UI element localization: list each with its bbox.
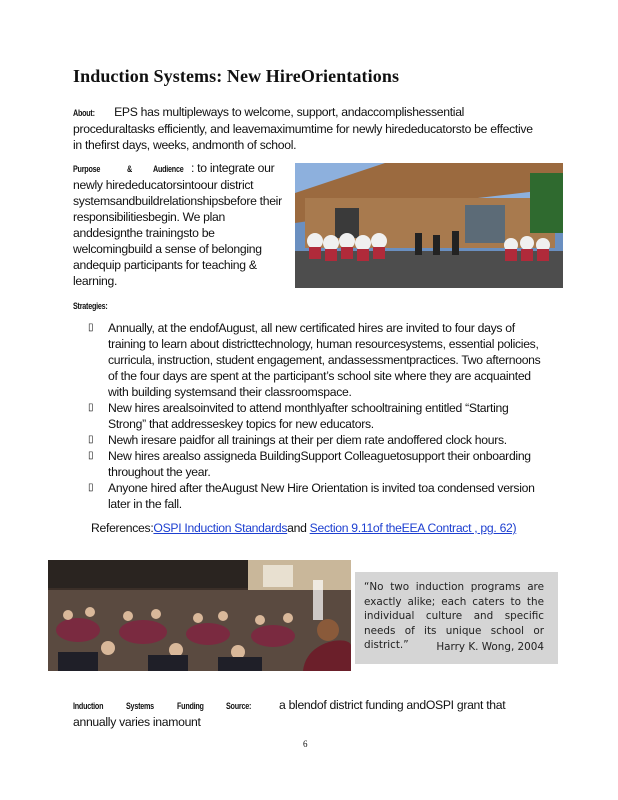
funding-label-word: Systems (126, 701, 155, 711)
purpose-label-amp: & (126, 164, 132, 174)
orientation-event-photo-graphic (48, 560, 351, 671)
purpose-text-rest: newly hirededucatorsintoour district systemsandbuildrelationshipsbefore their responsibilitiesbegin. We plan anddesignthe trainingsto be welcomingbuild a sense of belonging andequip participants for teaching & learning. (73, 178, 282, 288)
references-and: and (287, 521, 310, 535)
orientation-event-photo (48, 560, 351, 671)
cheerleaders-photo (295, 163, 563, 288)
bullet-icon: ▯ (88, 402, 94, 413)
purpose-label (73, 161, 191, 177)
list-item: ▯ Newh iresare paidfor all trainings at their per diem rate andoffered clock hours. (88, 433, 507, 447)
page-title: Induction Systems: New HireOrientations (73, 66, 400, 86)
about-text: EPS has multipleways to welcome, support, andaccomplishessential proceduraltasks efficiently, and leavemaximumtime for newly hirededucatorsto be effective in thefirst days, weeks, andmonth of school. (73, 105, 533, 152)
strategies-label: Strategies: (73, 301, 108, 311)
references-label: References: (91, 521, 154, 535)
list-item: ▯ Anyone hired after theAugust New Hire Orientation is invited toa condensed version later in the fall. (88, 481, 535, 511)
bullet-icon: ▯ (88, 322, 94, 333)
audience-label-word: Audience (152, 164, 184, 174)
funding-label-word: Source: (225, 701, 251, 711)
references-paragraph (91, 520, 541, 536)
bullet-icon: ▯ (88, 450, 94, 461)
quote-box (355, 572, 558, 664)
funding-text-first: a blendof district funding andOSPI grant that (279, 698, 506, 712)
eea-contract-link[interactable]: Section 9.11of theEEA Contract , pg. 62) (309, 521, 517, 535)
bullet-icon: ▯ (88, 434, 94, 445)
purpose-text-first: : to integrate our (191, 161, 275, 175)
funding-text-rest: annually varies inamount (73, 715, 201, 729)
page-number: 6 (303, 739, 308, 749)
about-paragraph (73, 104, 543, 153)
list-item: ▯ New hires arealsoinvited to attend monthlyafter schooltraining entitled “Starting Strong” that addresseskey topics for new educators. (88, 401, 509, 431)
strategies-label-wrap (73, 296, 116, 314)
funding-paragraph (73, 697, 543, 730)
funding-label-word: Funding (176, 701, 204, 711)
purpose-label-word: Purpose (73, 164, 101, 174)
purpose-paragraph (73, 160, 288, 289)
list-item: ▯ New hires arealso assigneda BuildingSupport Colleaguetosupport their onboarding throughout the year. (88, 449, 531, 479)
quote-text: “No two induction programs are exactly alike; each caters to the individual culture and specific needs of its unique school or district.” (364, 581, 544, 651)
list-item: ▯ Annually, at the endofAugust, all new certificated hires are invited to four days of training to learn about districttechnology, human resourcesystems, essential policies, curricula, instruction, student engagement, andassessmentpractices. Two afternoons of the four days are spent at the participant’s school site where they are acquainted with building systemsand their classroomspace. (88, 321, 541, 399)
funding-label (73, 698, 257, 714)
about-label: About: (73, 108, 95, 118)
bullet-icon: ▯ (88, 482, 94, 493)
ospi-induction-standards-link[interactable]: OSPI Induction Standards (153, 521, 288, 535)
cheerleaders-photo-graphic (295, 163, 563, 288)
quote-attribution: Harry K. Wong, 2004 (436, 640, 544, 653)
strategies-list (88, 320, 548, 512)
funding-label-word: Induction (73, 701, 104, 711)
